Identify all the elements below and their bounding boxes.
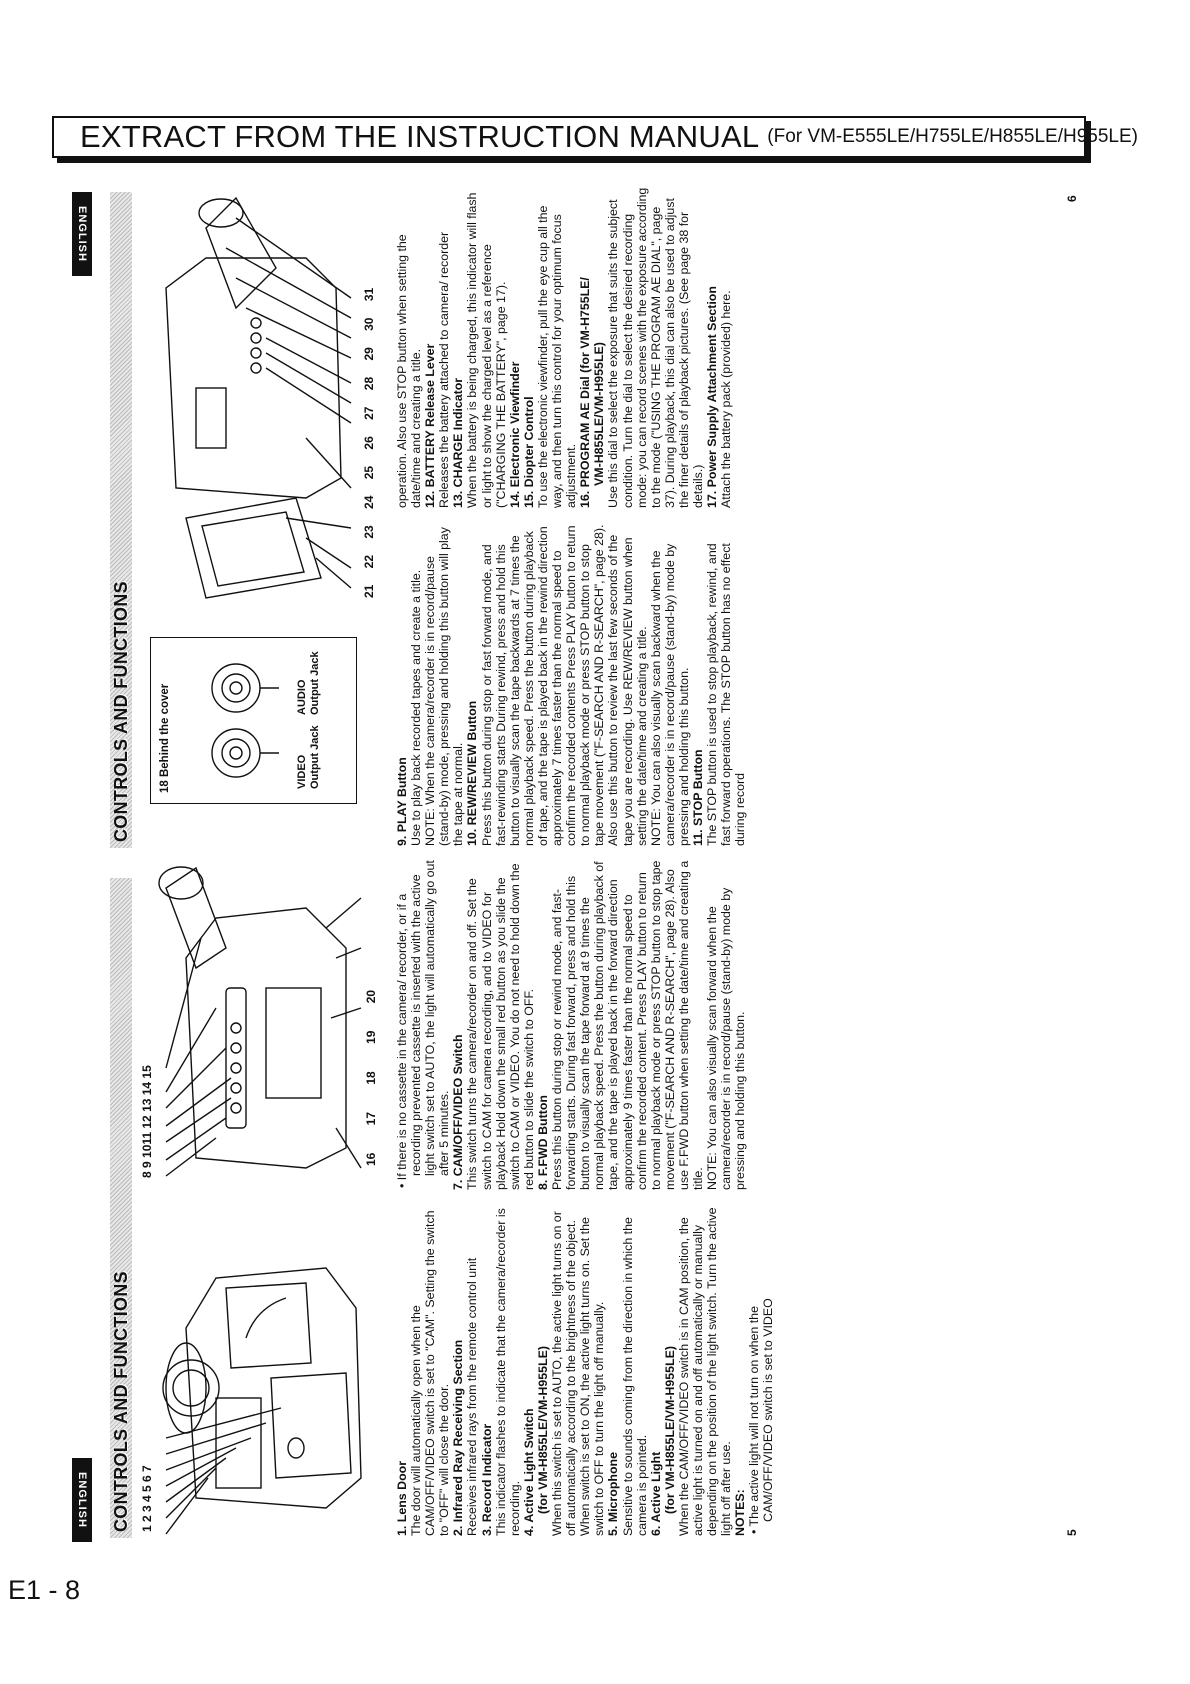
item-4-text: When this switch is set to AUTO, the active light turns on or off automatically according to the brightness of the object. When switch is set to ON, the active light turns on. Set the switch to OFF to turn the light off manually. — [550, 1211, 607, 1536]
item-5-heading: 5. Microphone — [606, 1452, 621, 1536]
item-12-text: Releases the battery attached to camera/ recorder — [437, 231, 452, 508]
section-header-right — [110, 192, 132, 848]
language-tab-left: ENGLISH — [72, 1458, 92, 1542]
extract-banner — [52, 116, 1138, 158]
notes-heading: NOTES: — [733, 1489, 748, 1536]
text-column-3 — [395, 520, 747, 846]
figure3-callouts: 21 22 23 24 25 26 27 28 29 30 31 — [362, 287, 376, 598]
folio-left: 5 — [1065, 1529, 1079, 1536]
video-sublabel: Output Jack — [309, 725, 321, 789]
figure2-callouts-bottom: 16 17 18 19 20 — [364, 989, 378, 1166]
item-3-text: This indicator flashes to indicate that the camera/recorder is recording. — [493, 1208, 522, 1536]
figure2-callouts-top: 8 9 1011 12 13 14 15 — [140, 1065, 154, 1178]
figure1-callouts: 1 2 3 4 5 6 7 — [140, 1465, 154, 1532]
video-output-jack-label — [296, 725, 322, 789]
item-4-subheading: (for VM-H855LE/VM-H955LE) — [535, 1346, 550, 1514]
item-15-heading: 15. Diopter Control — [521, 396, 536, 508]
text-column-2 — [395, 860, 747, 1190]
item-1-heading: 1. Lens Door — [395, 1460, 409, 1536]
item-12-heading: 12. BATTERY Release Lever — [423, 343, 438, 508]
item-6-heading: 6. Active Light — [648, 1451, 663, 1536]
video-label: VIDEO — [296, 754, 308, 789]
camcorder-rear-illustration — [156, 858, 366, 1188]
audio-sublabel: Output Jack — [309, 651, 321, 715]
item-7-heading: 7. CAM/OFF/VIDEO Switch — [451, 1034, 466, 1190]
note-bullet-1: • The active light will not turn on when the CAM/OFF/VIDEO switch is set to VIDEO — [747, 1298, 776, 1534]
item-11-text: The STOP button is used to stop playback, rewind, and fast forward operations. The STOP button has no effect during record — [705, 543, 748, 846]
audio-output-jack-label — [296, 651, 322, 715]
section-title-right: CONTROLS AND FUNCTIONS — [111, 581, 131, 842]
behind-cover-title: 18 Behind the cover — [159, 683, 171, 793]
rotated-manual-page — [70, 186, 1084, 1538]
item-13-text: When the battery is being charged, this indicator will flash or light to show the charged level as a reference ("CHARGING THE BATTERY", page 17). — [465, 192, 508, 508]
camcorder-front-illustration — [156, 1218, 376, 1538]
output-jacks-illustration — [201, 653, 281, 783]
item-2-text: Receives infrared rays from the remote control unit — [465, 1257, 480, 1536]
item-10-heading: 10. REW/REVIEW Button — [465, 700, 480, 846]
item-8-text: Press this button during stop or rewind mode, and fast-forwarding starts. During fast forward, press and hold this button to visually scan the tape forward at 9 times the normal playback speed. Press the button during playback of tape, and the tape is played back in the forward direction approximately 9 times faster than the normal speed to confirm the recorded content. Press PLAY button to return to normal playback mode or press STOP button to stop tape movement ("F-SEARCH AND R-SEARCH", page 28). Also use F.FWD button when setting the date/time and creating a title. — [550, 860, 705, 1190]
item-17-heading: 17. Power Supply Attachment Section — [705, 286, 720, 508]
item-11-text-continued: operation. Also use STOP button when setting the date/time and creating a title. — [395, 234, 424, 508]
text-column-4 — [395, 186, 733, 508]
language-tab-right: ENGLISH — [72, 192, 92, 276]
banner-title: EXTRACT FROM THE INSTRUCTION MANUAL — [80, 119, 760, 154]
item-7-text: This switch turns the camera/recorder on and off. Set the switch to CAM for camera recording, and to VIDEO for playback Hold down the small red button as you slide the switch to CAM or VIDEO. You do not need to hold down the red button to slide the switch to OFF. — [465, 863, 536, 1190]
audio-label: AUDIO — [296, 679, 308, 715]
item-14-heading: 14. Electronic Viewfinder — [507, 361, 522, 508]
item-16-heading: 16. PROGRAM AE Dial (for VM-H755LE/ — [578, 277, 593, 508]
item-10-note: NOTE: You can also visually scan backward when the camera/recorder is in record/pause (stand-by) mode by pressing and holding this button. — [648, 543, 691, 846]
item-8-heading: 8. F.FWD Button — [535, 1095, 550, 1190]
folio-right: 6 — [1065, 195, 1079, 202]
item-10-text: Press this button during stop or fast forward mode, and fast-rewinding starts During rewind, press and hold this button to visually scan the tape backwards at 7 times the normal playback speed. Press the button during playback of tape, and the tape is played back in the rewind direction approximately 7 times faster than the normal speed to confirm the recorded contents Press PLAY button to return to normal playback mode or press STOP button to stop tape movement ("F-SEARCH AND R-SEARCH", page 28). Also use this button to review the last few seconds of the tape you are recording. Use REW/REVIEW button when setting the date/time and creating a title. — [479, 524, 649, 846]
item-4-heading: 4. Active Light Switch — [521, 1408, 536, 1536]
item-9-note: NOTE: When the camera/recorder is in record/pause (stand-by) mode, pressing and holding this button will play the tape at normal. — [423, 527, 466, 846]
item-17-text: Attach the battery pack (provided) here. — [719, 290, 734, 508]
item-9-text: Use to play back recorded tapes and create a title. — [409, 569, 424, 846]
item-2-heading: 2. Infrared Ray Receiving Section — [451, 1339, 466, 1536]
item-6-subheading: (for VM-H855LE/VM-H955LE) — [662, 1346, 677, 1514]
item-11-heading: 11. STOP Button — [690, 749, 705, 846]
item-16-text: Use this dial to select the exposure that suits the subject condition. Turn the dial to select the desired recording mode: you can record scenes with the exposure according to the mode ("USING THE PROGRAM AE DIAL", page 37). During playback, this dial can also be used to adjust the finer details of playback pictures. (See page 38 for details.) — [606, 187, 705, 508]
page-number: E1 - 8 — [8, 1575, 81, 1605]
note-bullet-2: • If there is no cassette in the camera/ recorder, or if a recording prevented cassette is inserted with the active light switch set to AUTO, the light will automatically go out after 5 minutes. — [395, 860, 452, 1188]
section-title-left: CONTROLS AND FUNCTIONS — [111, 1271, 131, 1532]
banner-models: (For VM-E555LE/H755LE/H855LE/H955LE) — [767, 126, 1138, 147]
item-1-text: The door will automatically open when the CAM/OFF/VIDEO switch is set to "CAM". Setting the switch to "OFF" will close the door. — [409, 1210, 452, 1536]
item-15-text: To use the electronic viewfinder, pull the eye cup all the way, and then turn this control for your optimum focus adjustment. — [535, 205, 579, 508]
item-5-text: Sensitive to sounds coming from the direction in which the camera is pointed. — [620, 1217, 649, 1536]
item-13-heading: 13. CHARGE Indicator — [451, 377, 466, 508]
section-header-left — [110, 878, 132, 1538]
item-6-text: When the CAM/OFF/VIDEO switch is in CAM position, the active light is turned on and off automatically or manually depending on the position of the light switch. Turn the active light off after use. — [676, 1207, 734, 1536]
behind-cover-inset — [150, 637, 357, 804]
item-9-heading: 9. PLAY Button — [395, 757, 409, 846]
item-16-subheading: VM-H855LE/VM-H955LE) — [592, 342, 607, 486]
item-3-heading: 3. Record Indicator — [479, 1423, 494, 1536]
camcorder-side-illustration — [146, 188, 366, 608]
text-column-1 — [395, 1206, 776, 1536]
item-8-note: NOTE: You can also visually scan forward when the camera/recorder is in record/pause (stand-by) mode by pressing and holding this button. — [705, 887, 748, 1190]
